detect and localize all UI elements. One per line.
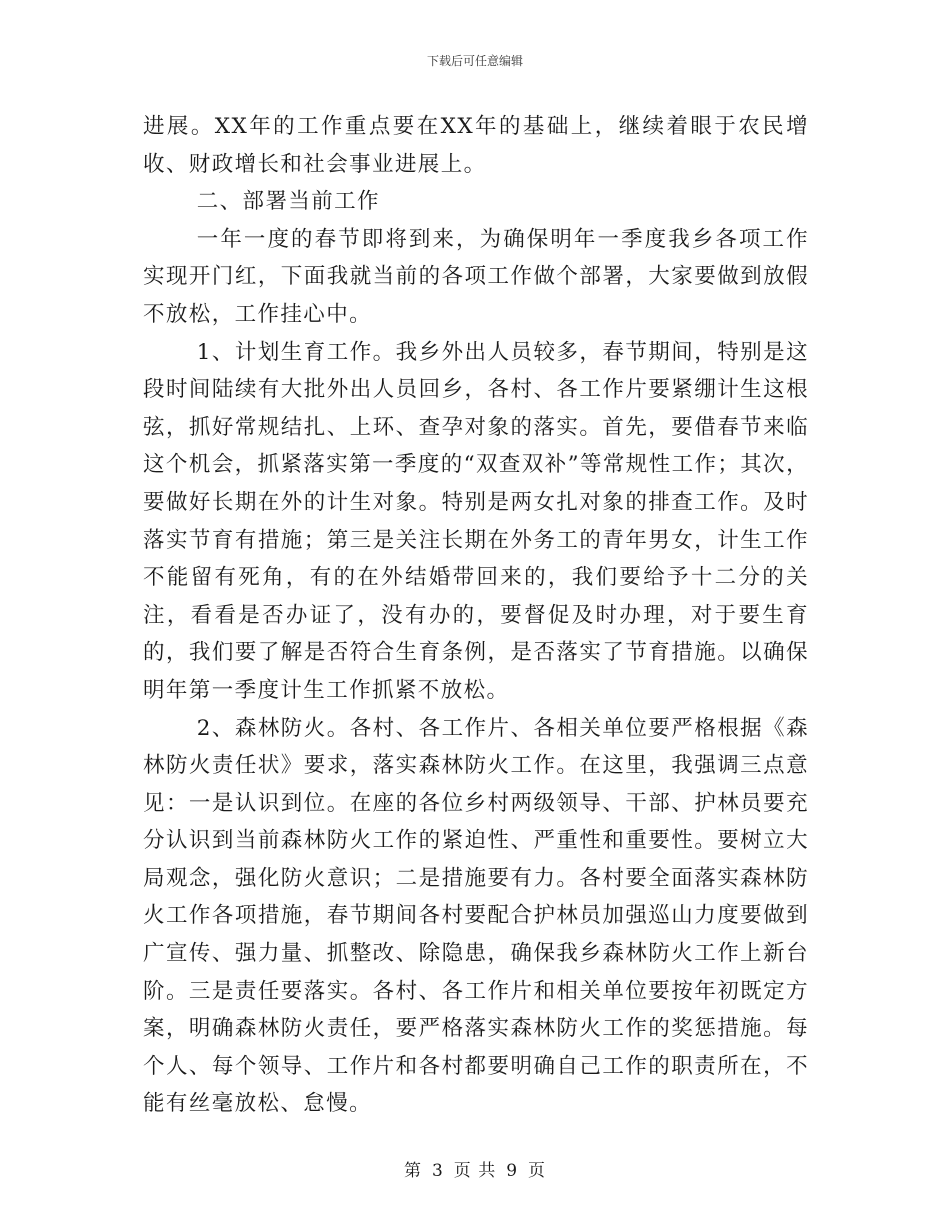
footer-total-pages: 9 [506,1161,519,1181]
footer-prefix: 第 [403,1161,422,1181]
page-header: 下载后可任意编辑 [426,54,523,68]
page-footer [0,1156,950,1181]
paragraph-forest-fire: 2、森林防火。各村、各工作片、各相关单位要严格根据《森林防火责任状》要求，落实森林防火工作。在这里，我强调三点意见：一是认识到位。在座的各位乡村两级领导、干部、护林员要充分认识到当前森林防火工作的紧迫性、严重性和重要性。要树立大局观念，强化防火意识；二是措施要有力。各村要全面落实森林防火工作各项措施，春节期间各村要配合护林员加强巡山力度要做到广宣传、强力量、抓整改、除隐患，确保我乡森林防火工作上新台阶。三是责任要落实。各村、各工作片和相关单位要按年初既定方案，明确森林防火责任，要严格落实森林防火工作的奖惩措施。每个人、每个领导、工作片和各村都要明确自己工作的职责所在，不能有丝毫放松、怠慢。 [143,715,809,1117]
footer-current-page: 3 [431,1161,444,1181]
document-body [143,108,809,1123]
paragraph-continuation: 进展。XX年的工作重点要在XX年的基础上，继续着眼于农民增收、财政增长和社会事业进展上。 [143,114,809,177]
paragraph-family-planning: 1、计划生育工作。我乡外出人员较多，春节期间，特别是这段时间陆续有大批外出人员回乡，各村、各工作片要紧绷计生这根弦，抓好常规结扎、上环、查孕对象的落实。首先，要借春节来临这个机会，抓紧落实第一季度的“双查双补”等常规性工作；其次，要做好长期在外的计生对象。特别是两女扎对象的排查工作。及时落实节育有措施；第三是关注长期在外务工的青年男女，计生工作不能留有死角，有的在外结婚带回来的，我们要给予十二分的关注，看看是否办证了，没有办的，要督促及时办理，对于要生育的，我们要了解是否符合生育条例，是否落实了节育措施。以确保明年第一季度计生工作抓紧不放松。 [143,339,809,703]
footer-middle: 页 共 [453,1161,497,1181]
paragraph-intro: 一年一度的春节即将到来，为确保明年一季度我乡各项工作实现开门红，下面我就当前的各项工作做个部署，大家要做到放假不放松，工作挂心中。 [143,226,809,327]
section-heading: 二、部署当前工作 [196,189,380,215]
footer-suffix: 页 [528,1161,547,1181]
